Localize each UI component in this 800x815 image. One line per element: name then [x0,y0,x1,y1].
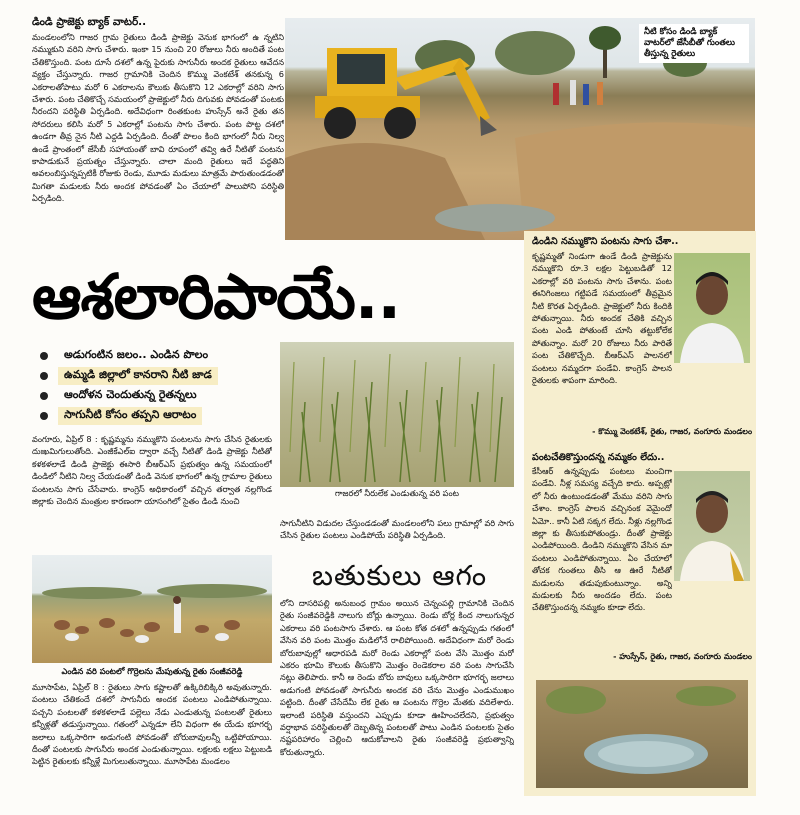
bullet-dot-icon [40,352,48,360]
side1-kicker: డిండిని నమ్ముకొని పంటను సాగు చేశా.. [532,236,679,247]
bullet-item: ఆందోళన చెందుతున్న రైతన్నలు [40,387,280,405]
bullet-dot-icon [40,392,48,400]
side2-kicker: పంటచేతికొస్తుందన్న నమ్మకం లేదు.. [532,452,665,463]
story3-body: మూసాపేట, ఏప్రిల్ 8 : రైతులు సాగు కష్టాలతో ఉక్కిరిబిక్కిరి అవుతున్నారు. పంటలు చేతికందే దశలో సాగునీరు అందక పంటలు ఎండిపోతున్నాయి. పచ్చని పంటలతో కళకళలాడే పల్లెలు నేడు ఎండుతున్న పంటలతో రైతులు కన్నీళ్లతో తడుస్తున్నాయి. గతంలో ఎన్నడూ లేని విధంగా ఈ యేడు భూగర్భ జలాలు ఒక్కసారిగా అడుగంటి పోవడంతో బోరుబావులన్నీ ఒట్టిపోయాయి. దీంతో పంటలకు సాగునీరు అందక ఎండుతున్నాయి. లక్షలకు లక్షలు పెట్టుబడి పెట్టిన రైతులకు కన్నీళ్లే మిగులుతున్నాయి. మూసాపేట మండలం [32,682,272,767]
bullet-item: అడుగంటిన జలం.. ఎండిన పొలం [40,347,280,365]
bullet-item: ఉమ్మడి జిల్లాలో కానరాని నీటి జాడ [40,367,280,385]
story1-kicker: డిండి ప్రాజెక్టు బ్యాక్ వాటర్.. [32,16,147,28]
bullet-dot-icon [40,412,48,420]
jcb-digging-photo [285,18,755,240]
pit-water-photo [536,680,748,788]
drying-paddy-photo [280,342,514,487]
story2b-body: సాగునీటిని విడుదల చేస్తుండడంతో మండలంలోని పలు గ్రామాల్లో వరి సాగు చేసిన రైతుల పంటలు ఎండిపోయే పరిస్థితి ఏర్పడింది. [280,518,514,541]
bullet-list [40,347,280,425]
photo1-caption: నీటి కోసం డిండి బ్యాక్ వాటర్‌లో జేసీబీతో గుంతలు తీస్తున్న రైతులు [639,24,749,63]
farmer-quotes-sidebar [524,231,756,796]
side2-body: కేసీఆర్ ఉన్నప్పుడు పంటలు మంచిగా పండేవి. నీళ్ల సమస్య వచ్చేది కాదు. అప్పట్లో లో నీరు ఉంటుండడంతో మేము వరిని సాగు చేశాం. కాంగ్రెస్ పాలన వచ్చినంక వెమైందో ఏమో.. కానీ ఏటి సక్కగ లేదు. నీళ్లు నల్లగొండ జిల్లా కు తీసుకుపోతుండ్రు. దీంతో ప్రాజెక్టు ఎండిపోయింది. డిండిని నమ్ముకొని వేసిన మా పంటలు ఎండిపోతున్నాయి. ఏం చేయాలో తోచక గుంతలు తీసి ఆ ఊరే నీటితో మడులను తడుపుకుంటున్నాం. అన్ని మడులకు నీరు అందడం లేదు. పంట చేతికొస్తుందన్న నమ్మకం కూడా లేదు. [532,466,672,613]
side2-signature: - హుస్సేన్, రైతు, గాజర, వంగూరు మండలం [613,652,752,661]
side1-body: కృష్ణమ్మతో నిండుగా ఉండే డిండి ప్రాజెక్టును నమ్ముకొని రూ.3 లక్షల పెట్టుబడితో 12 ఎకరాల్లో వరి పంటను సాగు చేశాను. పంట ఈనిగింజలు గట్టిపడే సమయంలో తీవ్రమైన నీటి కొరత ఏర్పడింది. ప్రాజెక్టులో నీరు కిందికి పోతున్నాయి. నీరు అందక చేతికి వచ్చిన పంట ఎండి పోతుంటే చూసి తట్టుకోలేక పోతున్నాం. మరో 20 రోజులు నీరు పారితే పంట చేతికొచ్చేది. బీఆర్ఎస్ పాలనలో పంటలు నమ్మదగా పండేవి. కాంగ్రెస్ పాలన రైతులకు శాపంగా మారింది. [532,251,672,386]
photo3-caption: ఎండిన వరి పంటలో గొర్రెలను మేపుతున్న రైతు సంజీవరెడ్డి [61,666,243,676]
farmer-hussain-portrait [674,471,750,581]
story1-body: మండలంలోని గాజర గ్రామ రైతులు డిండి ప్రాజెక్టు వెనుక భాగంలో ఉ న్నటిని నమ్ముకుని వరిని సాగు చేశారు. ఇంకా 15 నుంచి 20 రోజులు నీరు అందితే పంట చేతికొస్తుంది. పంట దూసే దశలో ఉన్న పైరుకు సాగునీరు అందక రైతులు ఆవేదన వ్యక్తం చేస్తున్నారు. గాజర గ్రామానికి చెందిన కొమ్ము వెంకటేశ్ తనకున్న 6 ఎకరాలతోపాటు మరో 6 ఎకరాలను కౌలుకు తీసుకొని 12 ఎకరాల్లో వరిని సాగు చేశారు. పంట చేతికొచ్చే సమయంలో ప్రాజెక్టులో నీరు దిగువకు పోవడంతో పంటకు నీరందని పరిస్థితి ఏర్పడింది. అదేవిధంగా రింతకుంట హుస్సేన్ అనే రైతు తన సోదరులు కలిసి మరో 5 ఎకరాల్లో పంటను సాగు చేశారు. పంట పొట్ట దశలో ఉండగా తీవ్ర నైన నీటి ఎద్దడి ఏర్పడింది. దీంతో పొలం కింది భాగంలో నీరు నిల్వ ఉండే ప్రాంతంలో జేసీబీ సహాయంతో బావి రూపంలో తవ్వి ఉరే నీటితో పంటను కాపాడుకునే ప్రయత్నం చేస్తున్నారు. చాలా మంది రైతులు ఇదే పద్ధతిని అవలంబిస్తున్నప్పటికీ రోజుకు రెండు, మూడు మడులు మాత్రమే పారుతుండడంతో మిగతా మడులకు నీరు అందక పోవడంతో ఏం చేయాలో పాలుపోని పరిస్థితి ఏర్పడింది. [32,32,284,204]
farmer-venkatesh-portrait [674,253,750,363]
story2-body: వంగూరు, ఏప్రిల్ 8 : కృష్ణమ్మను నమ్ముకొని పంటలను సాగు చేసిన రైతులకు దుఃఖమిగులుతోంది. ఎంజీకేఎల్ఐ ద్వారా వచ్చే నీటితో డిండి ప్రాజెక్టు నీటితో కళకళలాడే డిండి ప్రాజెక్టు ఈసారి బీఆర్ఎస్ ప్రభుత్వం ఉన్న సమయంలో డిండిలో నీటిని నిల్వ చేయడంతో డిండి వెనుక భాగంలో ఉన్న గ్రామాల రైతులు పంటలను సాగు చేసేవారు. కాంగ్రెస్ అధికారంలో వచ్చిన తర్వాత నల్లగొండ జిల్లాకు చెందిన మంత్రుల కారణంగా యాసంగిలో సైతం డిండి నుంచి [32,434,272,507]
bullet-item: సాగునీటి కోసం తప్పని ఆరాటం [40,407,280,425]
page-headline: ఆశలారిపాయే.. [32,260,401,333]
bullet-dot-icon [40,372,48,380]
section-subhead: బతుకులు ఆగం [312,559,488,592]
sheep-grazing-photo [32,555,272,663]
story4-body: లోని దాసరిపల్లి అనుబంధ గ్రామం అయిన చెన్నంపల్లి గ్రామానికి చెందిన రైతు సంజీవరెడ్డికి నాలుగు బోర్లు ఉన్నాయి. రెండు బోర్ల కింద నాలుగున్నర ఎకరాలు వరి పంటసాగు చేశారు. ఆ పంట కోత దశలో ఉన్నప్పుడు గతంలో వేసిన వరి పంట మొత్తం మడిలోనే రాలిపోయింది. అదేవిధంగా మరో రెండు బోరుబావుల్లో ఆధారపడి మరో రెండు ఎకరాల్లో పంట వేసి మొత్తం మరో ఎకరం భూమి కౌలుకు తీసుకొని మొత్తం రెండెకరాల వరి పంట సాగుచేసి నట్లు తెలిపారు. కానీ ఆ రెండు బోరు బావులు ఒక్కసారిగా భూగర్భ జలాలు అడుగంటి పోవడంతో సాగునీరు అందక వరి చేను మొత్తం ఎండుముఖం పట్టింది. దీంతో చేసేదేమీ లేక రైతు ఆ పంటను గొర్రెల మేతకు వదిలేశారు. ఇలాంటి పరిస్థితి వస్తుందని ఎప్పుడు కూడా ఊహించలేదని, ప్రభుత్వం వర్షాభావ పరిస్థితులతో దెబ్బతిన్న పంటలతో పాటు ఎండిన పంటలకు సైతం నష్టపరిహారం చెల్లించి ఆదుకోవాలని రైతు సంజీవరెడ్డి ప్రభుత్వాన్ని కోరుతున్నారు. [280,598,514,757]
photo2-caption: గాజరలో నీరులేక ఎండుతున్న వరి పంట [335,488,459,498]
side1-signature: - కొమ్ము వెంకటేశ్, రైతు, గాజర, వంగూరు మండలం [592,427,752,436]
